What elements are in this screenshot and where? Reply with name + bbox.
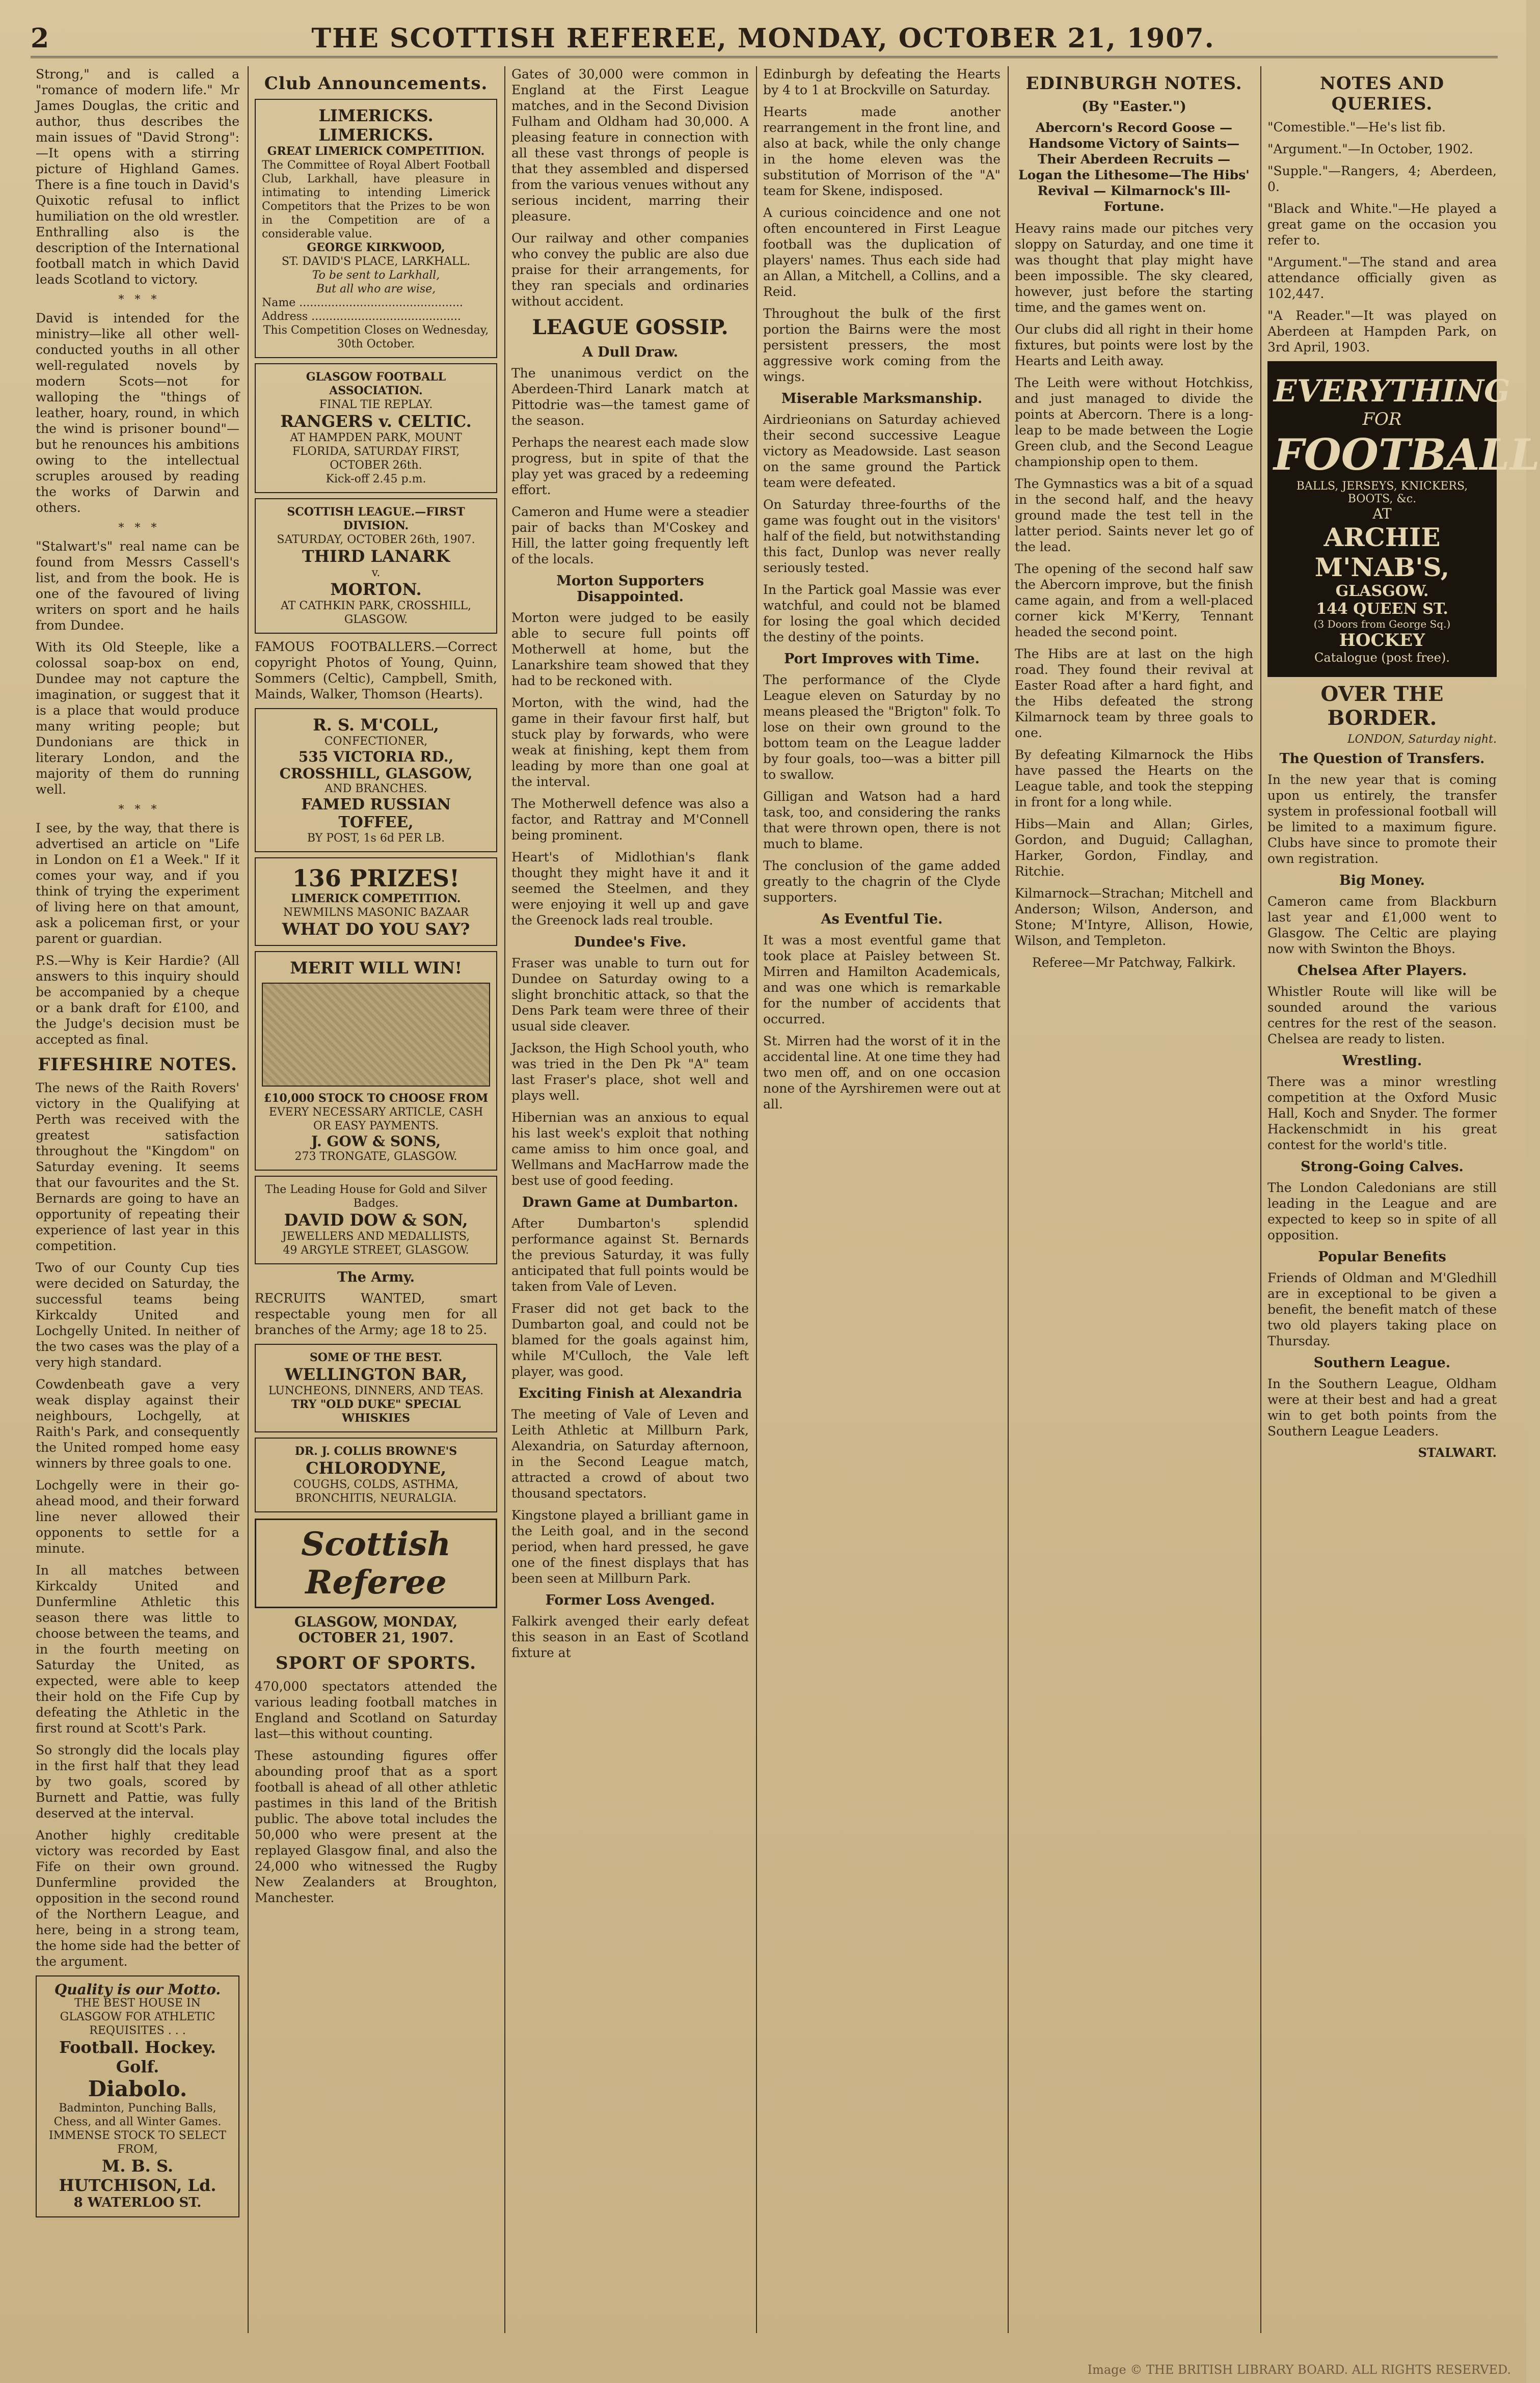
dateline: LONDON, Saturday night. <box>1347 733 1497 746</box>
paragraph: I see, by the way, that there is advertised an article on "Life in London on £1 a Week." If it comes your way, and if you think of trying the experiment of living here on that amount, ask a policeman first, or your parent or guardian. <box>36 821 239 946</box>
paragraph: "Stalwart's" real name can be found from Messrs Cassell's list, and from the book. He is one of the favoured of living writers on sport and he hails from Dundee. <box>36 539 239 633</box>
team-lineup: Hibs—Main and Allan; Girles, Gordon, and Duguid; Callaghan, Harker, Gordon, Findlay, and Ritchie. <box>1015 817 1253 879</box>
ad-question: WHAT DO YOU SAY? <box>282 919 470 939</box>
ad-note: (3 Doors from George Sq.) <box>1313 618 1451 630</box>
section-heading: NOTES AND QUERIES. <box>1319 73 1445 114</box>
subheading: Port Improves with Time. <box>784 651 980 667</box>
paragraph: So strongly did the locals play in the first half that they lead by two goals, scored by Burnett and Pattie, was fully deserved at the interval. <box>36 1743 239 1821</box>
subheading: Popular Benefits <box>1318 1249 1446 1265</box>
paragraph: The performance of the Clyde League eleven on Saturday by no means pleased the "Brigton" folk. To lose on their own ground to the bottom team on the League ladder by four goals, too—was a bitter pill to swallow. <box>763 672 1001 782</box>
ad-at: AT <box>1372 505 1392 522</box>
paragraph: In the new year that is coming upon us entirely, the transfer system in professional football will be limited to a maximum figure. Clubs have since to promote their own registration. <box>1267 772 1497 866</box>
column-6 <box>1267 66 1540 2333</box>
paragraph: Kingstone played a brilliant game in the Leith goal, and in the second period, when hard pressed, he gave one of the finest displays that has been seen at Millburn Park. <box>511 1508 749 1586</box>
paragraph: Morton, with the wind, had the game in their favour first half, but stuck play by forwards, who were weak at finishing, kept them from leading by more than one goal at the interval. <box>511 695 749 789</box>
column-2 <box>255 66 497 2333</box>
scottish-league-advert <box>255 498 497 634</box>
paragraph: St. Mirren had the worst of it in the accidental line. At one time they had two men off, and on one occasion none of the Ayrshiremen were out at all. <box>763 1034 1001 1112</box>
ad-sports: Football. Hockey. Golf. <box>59 2038 216 2076</box>
ad-firm: WELLINGTON BAR, <box>284 1365 468 1384</box>
ad-title: GLASGOW FOOTBALL ASSOCIATION. <box>306 370 446 397</box>
paragraph: David is intended for the ministry—like all other well-conducted youths in all other well-regulated novels by modern Scots—not for walloping the "things of leather, hoary, round, in which the wind is prisoner bound"—but he renounces his ambitions owing to the intellectual scruples aroused by reading the works of Darwin and others. <box>36 311 239 515</box>
paragraph: Edinburgh by defeating the Hearts by 4 to 1 at Brockville on Saturday. <box>763 67 1001 97</box>
ad-catalogue: Catalogue (post free). <box>1314 651 1450 665</box>
paragraph: By defeating Kilmarnock the Hibs have passed the Hearts on the League table, and took the stepping in front for a long while. <box>1015 747 1253 809</box>
ad-versus: v. <box>371 566 381 579</box>
query: "A Reader."—It was played on Aberdeen at Hampden Park, on 3rd April, 1903. <box>1267 308 1497 355</box>
query: "Supple."—Rangers, 4; Aberdeen, 0. <box>1267 164 1497 194</box>
paragraph: Fraser was unable to turn out for Dundee on Saturday owing to a slight bronchitic attack, so that the Dens Park team were three of their usual side cleaver. <box>511 956 749 1034</box>
ad-match: RANGERS v. CELTIC. <box>280 412 472 431</box>
scottish-referee-logo: Scottish Referee <box>255 1519 497 1608</box>
ad-firm: R. S. M'COLL, <box>313 715 439 735</box>
subheading: Former Loss Avenged. <box>545 1592 715 1608</box>
ad-subtitle: LIMERICK COMPETITION. <box>291 892 461 905</box>
section-heading: FIFESHIRE NOTES. <box>38 1054 237 1075</box>
ad-subtitle: GREAT LIMERICK COMPETITION. <box>267 145 485 158</box>
section-heading: SPORT OF SPORTS. <box>275 1653 476 1673</box>
paragraph: In the Partick goal Massie was ever watchful, and could not be blamed for losing the goal which decided the destiny of the points. <box>763 582 1001 644</box>
paragraph: Fraser did not get back to the Dumbarton goal, and could not be blamed for the goals against him, while M'Culloch, the Vale left player, was good. <box>511 1301 749 1379</box>
paragraph: 470,000 spectators attended the various leading football matches in England and Scotland on Saturday last—this without counting. <box>255 1679 497 1741</box>
paragraph: Airdrieonians on Saturday achieved their second successive League victory as Meadowside. Last season on the same ground the Partick team were defeated. <box>763 412 1001 490</box>
ad-firm: DAVID DOW & SON, <box>284 1210 468 1230</box>
paragraph: It was a most eventful game that took place at Paisley between St. Mirren and Hamilton Academicals, and was one which is remarkable for the number of accidents that occurred. <box>763 933 1001 1026</box>
query: "Black and White."—He played a great game on the occasion you refer to. <box>1267 201 1497 248</box>
paragraph: Cameron came from Blackburn last year and £1,000 went to Glasgow. The Celtic are playing now with Swinton the Bhoys. <box>1267 894 1497 956</box>
column-3 <box>511 66 749 2333</box>
subheading: A Dull Draw. <box>582 344 679 360</box>
ad-branches: AND BRANCHES. <box>325 782 427 795</box>
column-rule <box>504 66 505 2333</box>
subheading: Morton Supporters Disappointed. <box>556 573 704 605</box>
gfa-advert <box>255 363 497 493</box>
ad-title: LIMERICKS. LIMERICKS. <box>318 106 434 145</box>
ad-date: SATURDAY, OCTOBER 26th, 1907. <box>277 533 475 546</box>
paragraph: Strong," and is called a "romance of modern life." Mr James Douglas, the critic and author, thus describes the main issues of "David Strong":—It opens with a stirring picture of Highland Games. There is a fine touch in David's Quixotic refusal to inflict humiliation on the old wrestler. Enthralling also is the description of the International football match in which David leads Scotland to victory. <box>36 67 239 287</box>
paragraph: Heart's of Midlothian's flank thought they might have it and it seemed the Steelmen, and they were enjoying it well up and gave the Greenock lads real trouble. <box>511 850 749 928</box>
signoff: STALWART. <box>1418 1445 1497 1460</box>
column-5 <box>1015 66 1253 2333</box>
ad-football: FOOTBALL <box>1274 429 1540 480</box>
team-lineup: Kilmarnock—Strachan; Mitchell and Anderson; Wilson, Anderson, and Stone; M'Intyre, Allison, Howie, Wilson, and Templeton. <box>1015 886 1253 948</box>
ad-line: EVERY NECESSARY ARTICLE, CASH OR EASY PAYMENTS. <box>268 1106 483 1132</box>
ad-hockey: HOCKEY <box>1339 630 1425 651</box>
column-rule <box>1260 66 1261 2333</box>
ad-city: GLASGOW. <box>1335 582 1429 600</box>
column-rule <box>756 66 757 2333</box>
ad-name: GEORGE KIRKWOOD, <box>307 241 445 254</box>
ad-firm: J. GOW & SONS, <box>311 1133 441 1150</box>
section-heading: The Army. <box>337 1269 415 1285</box>
ad-address: 8 WATERLOO ST. <box>73 2195 202 2210</box>
ad-trade: CONFECTIONER, <box>324 735 428 748</box>
ad-line: Badminton, Punching Balls, Chess, and all Winter Games. <box>53 2102 222 2128</box>
ad-address: ST. DAVID'S PLACE, LARKHALL. <box>281 255 471 268</box>
paragraph: Perhaps the nearest each made slow progress, but in spite of that the play yet was graced by a redeeming effort. <box>511 435 749 497</box>
paragraph: The conclusion of the game added greatly to the chagrin of the Clyde supporters. <box>763 858 1001 905</box>
paragraph: Gates of 30,000 were common in England at the First League matches, and in the Second Division Fulham and Oldham had 30,000. A pleasing feature in connection with all these vast throngs of people is that they assembled and dispersed from the various venues without any serious incident, marring their pleasure. <box>511 67 749 224</box>
ad-line: The Leading House for Gold and Silver Badges. <box>265 1183 487 1210</box>
paragraph: The Leith were without Hotchkiss, and just managed to divide the points at Abercorn. There is a long-leap to be made between the Logie Green club, and the Second League championship open to them. <box>1015 375 1253 469</box>
paragraph: On Saturday three-fourths of the game was fought out in the visitors' half of the field, but notwithstanding this fact, Dunlop was never really seriously tested. <box>763 497 1001 575</box>
ad-address: 144 QUEEN ST. <box>1316 600 1448 618</box>
subheading: Big Money. <box>1339 873 1425 888</box>
subheading: As Eventful Tie. <box>821 911 943 927</box>
summary: Abercorn's Record Goose — Handsome Victory of Saints—Their Aberdeen Recruits — Logan the Lithesome—The Hibs' Revival — Kilmarnock's Ill-Fortune. <box>1018 120 1250 214</box>
paragraph: Cowdenbeath gave a very weak display against their neighbours, Lochgelly, at Raith's Park, and consequently the United romped home easy winners by three goals to one. <box>36 1377 239 1471</box>
paragraph: The opening of the second half saw the Abercorn improve, but the finish came again, and from a well-placed corner kick M'Kerry, Tennant headed the second point. <box>1015 561 1253 639</box>
archie-mcnab-advert <box>1267 361 1540 677</box>
separator: * * * <box>118 803 157 816</box>
separator: * * * <box>118 293 157 306</box>
paragraph: The Gymnastics was a bit of a squad in the second half, and the heavy ground made the test tell in the latter period. Saints never let go of the lead. <box>1015 476 1253 554</box>
ad-address: 273 TRONGATE, GLASGOW. <box>294 1150 457 1163</box>
ad-line: THE BEST HOUSE IN GLASGOW FOR ATHLETIC REQUISITES . . . <box>60 1997 215 2037</box>
section-heading: Club Announcements. <box>264 73 488 94</box>
column-rule <box>1008 66 1009 2333</box>
medals-advert <box>255 1176 497 1264</box>
paragraph: The unanimous verdict on the Aberdeen-Third Lanark match at Pittodrie was—the tamest game of the season. <box>511 366 749 428</box>
ad-for: FOR <box>1362 409 1402 429</box>
furniture-illustration <box>262 983 490 1087</box>
ad-ground: AT CATHKIN PARK, CROSSHILL, GLASGOW. <box>280 600 472 626</box>
subheading: Miserable Marksmanship. <box>781 391 983 407</box>
ad-title: 136 PRIZES! <box>292 864 460 892</box>
paragraph: Hibernian was an anxious to equal his last week's exploit that nothing came amiss to him once goal, and Wellmans and MacHarrow made the best use of good feeding. <box>511 1110 749 1188</box>
paragraph: With its Old Steeple, like a colossal soap-box on end, Dundee may not capture the imagination, or suggest that it is a place that would produce many writing people; but Dundonians are thick in literary London, and the majority of them do running well. <box>36 640 239 797</box>
ad-line: LUNCHEONS, DINNERS, AND TEAS. <box>268 1385 484 1397</box>
paragraph: The Hibs are at last on the high road. They found their revival at Easter Road after a hard fight, and the Hibs defeated the strong Kilmarnock team by three goals to one. <box>1015 646 1253 740</box>
ad-title: SOME OF THE BEST. <box>309 1351 443 1364</box>
paragraph: In the Southern League, Oldham were at their best and had a great win to get both points from the Southern League Leaders. <box>1267 1376 1497 1439</box>
copyright-notice: Image © THE BRITISH LIBRARY BOARD. ALL RIGHTS RESERVED. <box>1087 2363 1511 2377</box>
ad-line: TRY "OLD DUKE" SPECIAL WHISKIES <box>291 1398 461 1425</box>
subheading: Chelsea After Players. <box>1297 963 1467 979</box>
subheading: Southern League. <box>1313 1355 1451 1371</box>
ad-trade: JEWELLERS AND MEDALLISTS, <box>282 1230 470 1243</box>
ad-headline: EVERYTHING <box>1274 373 1510 409</box>
ad-address: 49 ARGYLE STREET, GLASGOW. <box>283 1244 469 1257</box>
column-4 <box>763 66 1001 2333</box>
ad-line: £10,000 STOCK TO CHOOSE FROM <box>263 1092 489 1105</box>
furniture-advert <box>255 951 497 1171</box>
paragraph: There was a minor wrestling competition at the Oxford Music Hall, Koch and Snyder. The former Hackenschmidt in his great contest for the world's title. <box>1267 1074 1497 1152</box>
form-address-field: Address .......................................... <box>262 310 461 323</box>
ad-verse: To be sent to Larkhall, <box>312 269 440 282</box>
ad-product: FAMED RUSSIAN TOFFEE, <box>301 796 451 831</box>
paragraph: Our railway and other companies who convey the public are also due praise for their arrangements, for they ran specials and ordinaries without accident. <box>511 231 749 309</box>
ad-price: BY POST, 1s 6d PER LB. <box>307 832 445 845</box>
subheading: Dundee's Five. <box>574 934 687 950</box>
paragraph: RECRUITS WANTED, smart respectable young men for all branches of the Army; age 18 to 25. <box>255 1291 497 1337</box>
paragraph: Lochgelly were in their go-ahead mood, and their forward line never allowed their opponents to settle for a minute. <box>36 1478 239 1556</box>
ad-product: CHLORODYNE, <box>306 1458 446 1478</box>
section-heading: EDINBURGH NOTES. <box>1025 73 1242 94</box>
paragraph: Cameron and Hume were a steadier pair of backs than M'Coskey and Hill, the latter going frequently left of the locals. <box>511 504 749 566</box>
column-1 <box>36 66 239 2333</box>
subheading: The Question of Transfers. <box>1279 751 1485 767</box>
paragraph: A curious coincidence and one not often encountered in First League football was the duplication of players' names. Thus each side had an Allan, a Mitchell, a Collins, and a Reid. <box>763 205 1001 299</box>
chlorodyne-advert <box>255 1438 497 1512</box>
subheading: Wrestling. <box>1342 1053 1422 1069</box>
subheading: Exciting Finish at Alexandria <box>518 1386 742 1401</box>
ad-line: COUGHS, COLDS, ASTHMA, BRONCHITIS, NEURALGIA. <box>293 1478 459 1505</box>
paragraph: Friends of Oldman and M'Gledhill are in exceptional to be given a benefit, the benefit match of these two old players taking place on Thursday. <box>1267 1270 1497 1348</box>
column-rule <box>248 66 249 2333</box>
wellington-advert <box>255 1344 497 1432</box>
paragraph: Two of our County Cup ties were decided on Saturday, the successful teams being Kirkcaldy United and Lochgelly United. In neither of the two cases was the play of a very high standard. <box>36 1260 239 1370</box>
ad-title: MERIT WILL WIN! <box>290 958 462 978</box>
masthead <box>31 20 1498 58</box>
section-heading: LEAGUE GOSSIP. <box>532 315 728 339</box>
ad-line: IMMENSE STOCK TO SELECT FROM, <box>48 2129 227 2156</box>
paragraph: Heavy rains made our pitches very sloppy on Saturday, and one time it was thought that play might have been impossible. The sky cleared, however, just before the starting time, and the games went on. <box>1015 221 1253 315</box>
ad-closing: This Competition Closes on Wednesday, 30th October. <box>263 324 489 350</box>
prizes-advert <box>255 857 497 946</box>
paragraph: These astounding figures offer abounding proof that as a sport football is ahead of all other athletic pastimes in this land of the British public. The above total includes the 50,000 who were present at the replayed Glasgow final, and also the 24,000 who witnessed the Rugby New Zealanders at Broughton, Manchester. <box>255 1748 497 1905</box>
paragraph: Our clubs did all right in their home fixtures, but points were lost by the Hearts and Leith away. <box>1015 322 1253 368</box>
ad-verse: But all who are wise, <box>316 283 436 295</box>
byline: (By "Easter.") <box>1082 99 1186 115</box>
hutchison-advert <box>36 1975 239 2217</box>
ad-items: BALLS, JERSEYS, KNICKERS, BOOTS, &c. <box>1296 480 1468 505</box>
paragraph: The Motherwell defence was also a factor, and Rattray and M'Connell being prominent. <box>511 796 749 843</box>
paragraph: FAMOUS FOOTBALLERS.—Correct copyright Photos of Young, Quinn, Sommers (Celtic), Campbell, Smith, Mainds, Walker, Thomson (Hearts). <box>255 639 497 701</box>
ad-firm: ARCHIE M'NAB'S, <box>1314 522 1450 582</box>
referee: Referee—Mr Patchway, Falkirk. <box>1032 955 1236 970</box>
newspaper-title: THE SCOTTISH REFEREE, MONDAY, OCTOBER 21, 1907. <box>311 22 1215 54</box>
ad-text: The Committee of Royal Albert Football Club, Larkhall, have pleasure in intimating to intending Limerick Competitors that the Prizes to be won in the Competition are of a considerable value. <box>262 159 490 240</box>
ad-line: NEWMILNS MASONIC BAZAAR <box>283 906 469 919</box>
form-name-field: Name .............................................. <box>262 296 463 309</box>
paragraph: Another highly creditable victory was recorded by East Fife on their own ground. Dunfermline provided the opposition in the second round of the Northern League, and here, being in a strong team, the home side had the better of the argument. <box>36 1828 239 1969</box>
paragraph: Morton were judged to be easily able to secure full points off Motherwell at home, but the Lanarkshire team showed that they had to be reckoned with. <box>511 610 749 688</box>
page-number: 2 <box>31 22 49 54</box>
subheading: Drawn Game at Dumbarton. <box>522 1195 739 1210</box>
ad-diabolo: Diabolo. <box>88 2076 187 2101</box>
ad-line: DR. J. COLLIS BROWNE'S <box>294 1445 457 1458</box>
section-heading: OVER THE BORDER. <box>1320 682 1444 730</box>
paragraph: Falkirk avenged their early defeat this season in an East of Scotland fixture at <box>511 1614 749 1660</box>
paragraph: The London Caledonians are still leading in the League and are expected to keep so in spite of all opposition. <box>1267 1180 1497 1242</box>
ad-ground: AT HAMPDEN PARK, MOUNT FLORIDA, SATURDAY FIRST, OCTOBER 26th. <box>290 431 462 472</box>
paragraph: Throughout the bulk of the first portion the Bairns were the most persistent pressers, the most aggressive work coming from the wings. <box>763 306 1001 384</box>
dateline: GLASGOW, MONDAY, OCTOBER 21, 1907. <box>294 1614 458 1646</box>
limerick-advert <box>255 99 497 358</box>
query: "Comestible."—He's list fib. <box>1267 120 1446 134</box>
paragraph: After Dumbarton's splendid performance against St. Bernards the previous Saturday, it was fully anticipated that full points would be taken from Vale of Leven. <box>511 1216 749 1294</box>
separator: * * * <box>118 522 157 534</box>
ad-team: THIRD LANARK <box>302 547 450 566</box>
paragraph: The news of the Raith Rovers' victory in the Qualifying at Perth was received with the greatest satisfaction throughout the "Kingdom" on Saturday evening. It seems that our favourites and the St. Bernards are going to have an opportunity of repeating their experience of last year in this competition. <box>36 1080 239 1253</box>
paragraph: Gilligan and Watson had a hard task, too, and considering the ranks that were thrown open, there is not much to blame. <box>763 789 1001 851</box>
mccoll-advert <box>255 708 497 852</box>
ad-subtitle: FINAL TIE REPLAY. <box>319 398 433 411</box>
query: "Argument."—The stand and area attendance officially given as 102,447. <box>1267 255 1497 301</box>
paragraph: In all matches between Kirkcaldy United and Dunfermline Athletic this season there was little to choose between the teams, and in the fourth meeting on Saturday the United, as expected, were able to keep their hold on the Fife Cup by defeating the Athletic in the first round at Scott's Park. <box>36 1563 239 1736</box>
paragraph: Whistler Route will like will be sounded around the various centres for the rest of the season. Chelsea are ready to listen. <box>1267 984 1497 1046</box>
ad-firm: M. B. S. HUTCHISON, Ld. <box>59 2156 217 2195</box>
ad-team: MORTON. <box>330 580 422 599</box>
ad-kickoff: Kick-off 2.45 p.m. <box>326 473 426 485</box>
query: "Argument."—In October, 1902. <box>1267 142 1473 156</box>
paragraph: P.S.—Why is Keir Hardie? (All answers to this inquiry should be accompanied by a cheque or a bank draft for £100, and the Judge's decision must be accepted as final. <box>36 953 239 1047</box>
paragraph: Jackson, the High School youth, who was tried in the Den Pk "A" team last Fraser's place, shot well and plays well. <box>511 1041 749 1103</box>
ad-motto: Quality is our Motto. <box>54 1981 221 1998</box>
subheading: Strong-Going Calves. <box>1301 1159 1464 1175</box>
paragraph: Hearts made another rearrangement in the front line, and also at back, while the only change in the home eleven was the substitution of Morrison of the "A" team for Skene, indisposed. <box>763 104 1001 198</box>
ad-title: SCOTTISH LEAGUE.—FIRST DIVISION. <box>287 505 465 532</box>
paragraph: The meeting of Vale of Leven and Leith Athletic at Millburn Park, Alexandria, on Saturday afternoon, in the Second League match, attracted a crowd of about two thousand spectators. <box>511 1407 749 1501</box>
ad-address: 535 VICTORIA RD., CROSSHILL, GLASGOW, <box>279 748 473 782</box>
